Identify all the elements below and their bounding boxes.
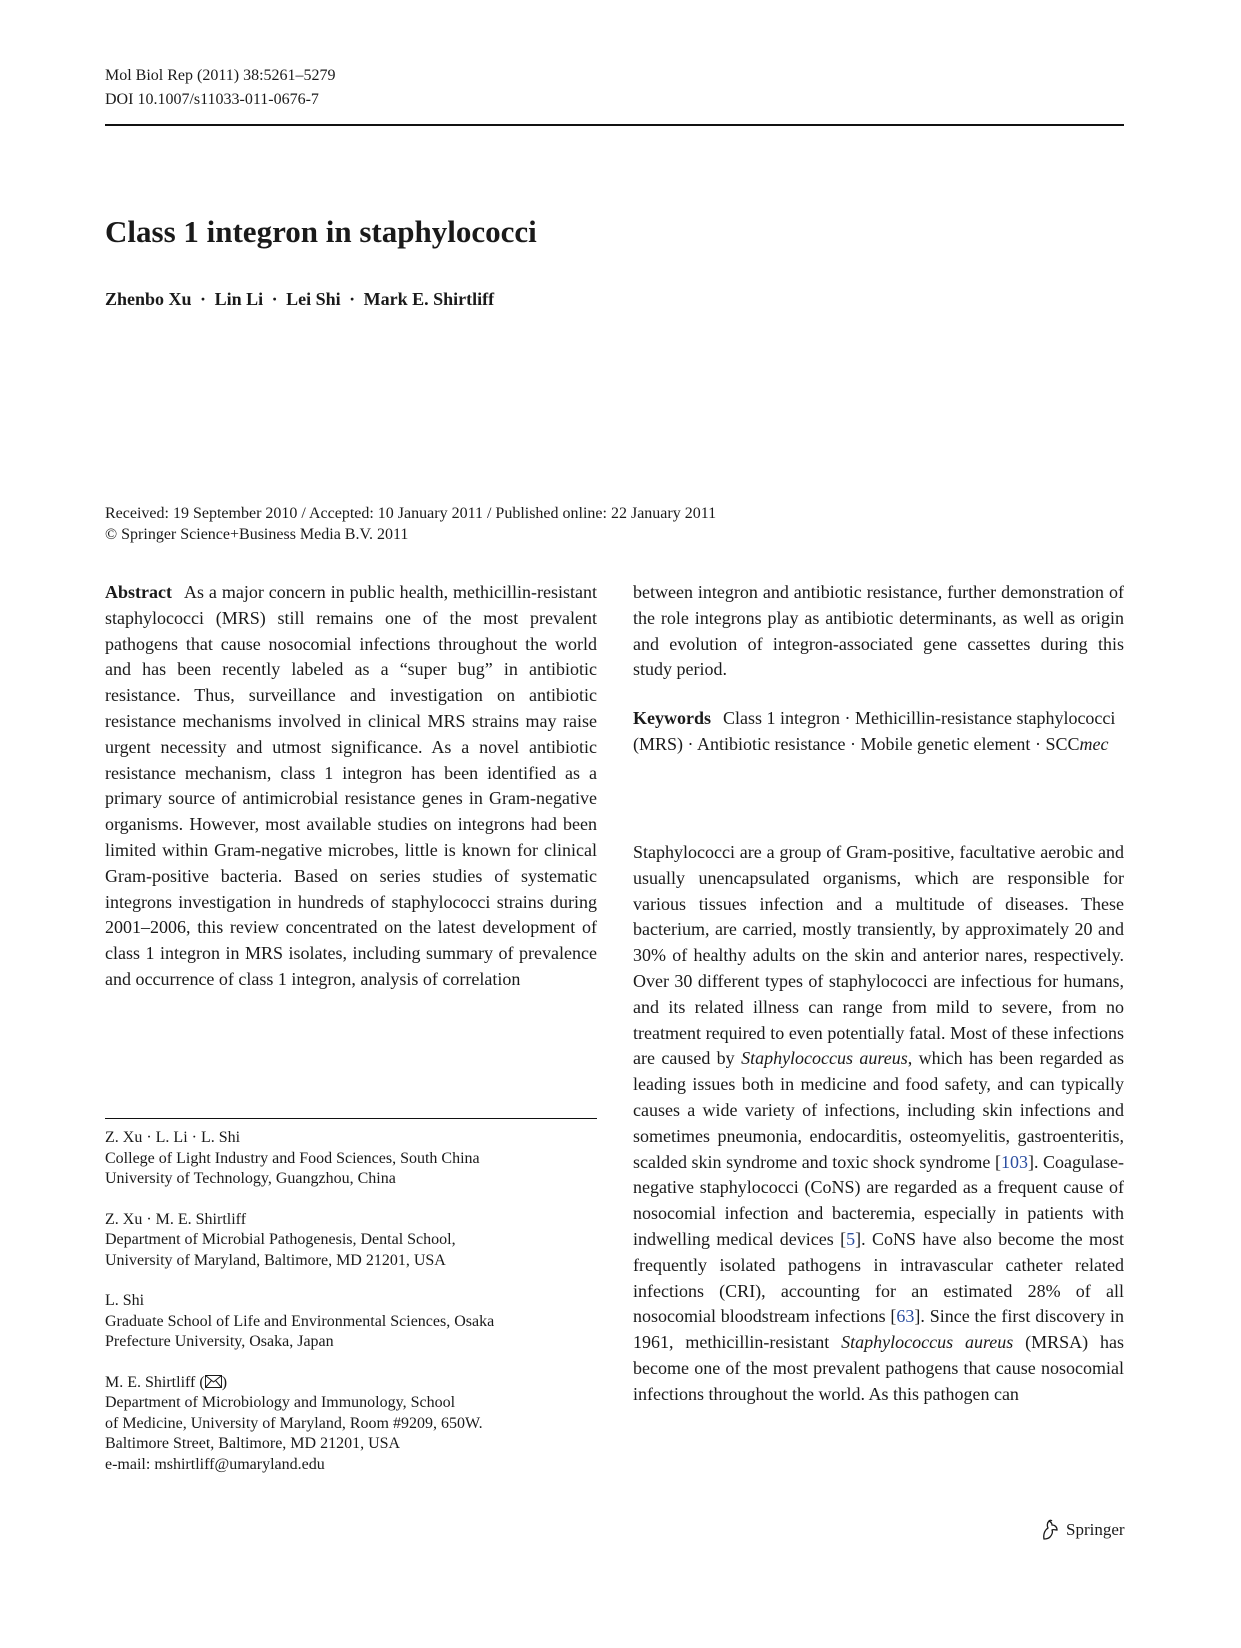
abstract-text: As a major concern in public health, methicillin-resistant staphylococci (MRS) still remains one of the most prevalent pathogens that cause nosocomial infections throughout the world and has been recently labeled as a “super bug” in antibiotic resistance. Thus, surveillance and investigation on antibiotic resistance mechanisms involved in clinical MRS strains may raise urgent necessity and utmost significance. As a novel antibiotic resistance mechanism, class 1 integron has been identified as a primary source of antimicrobial resistance genes in Gram-negative organisms. However, most available studies on integrons had been limited within Gram-negative microbes, little is known for clinical Gram-positive bacteria. Based on series studies of systematic integrons investigation in hundreds of staphylococci strains during 2001–2006, this review concentrated on the latest development of class 1 integron in MRS isolates, including summary of prevalence and occurrence of class 1 integron, analysis of correlation [105,582,597,989]
affiliation-line: University of Maryland, Baltimore, MD 21201, USA [105,1251,446,1269]
corresponding-author: M. E. Shirtliff ( [105,1373,205,1391]
affiliations [105,1128,597,1495]
affiliation [105,1291,597,1353]
author-separator: · [349,289,356,309]
affiliation-line: Department of Microbial Pathogenesis, Dental School, [105,1231,456,1248]
intro-segment: (MRSA) has become one of the most prevalent pathogens that cause nosocomial infections throughout the world. As this pathogen can [633,1332,1124,1404]
keyword: Mobile genetic element [860,733,1031,754]
citation-link[interactable]: 103 [1000,1151,1028,1172]
affiliation-divider [105,1118,597,1119]
publisher-logo [1040,1519,1125,1541]
introduction-text [633,840,1124,1408]
keyword-italic: mec [1079,733,1109,754]
email-line [105,1455,597,1476]
abstract-block [105,580,597,993]
author[interactable]: Lin Li [214,289,264,309]
affiliation-line: College of Light Industry and Food Sciences, South China [105,1149,480,1167]
affiliation-names [105,1373,597,1394]
journal-citation: Mol Biol Rep (2011) 38:5261–5279 [105,67,336,84]
envelope-icon[interactable] [205,1375,222,1388]
citation-link[interactable]: 63 [896,1306,915,1327]
affiliation-line: Department of Microbiology and Immunology, School [105,1394,456,1411]
affiliation-line: Prefecture University, Osaka, Japan [105,1333,334,1350]
abstract-continuation: between integron and antibiotic resistance, further demonstration of the role integrons play as antibiotic determinants, as well as origin and evolution of integron-associated gene cassettes during this study period. [633,582,1124,680]
history-line: Received: 19 September 2010 / Accepted: 10 January 2011 / Published online: 22 January 2011 [105,505,717,522]
doi[interactable]: DOI 10.1007/s11033-011-0676-7 [105,91,319,108]
header-divider [105,124,1124,126]
intro-segment: Staphylococci are a group of Gram-positive, facultative aerobic and usually unencapsulated organisms, which are responsible for various tissues infection and a multitude of diseases. These bacterium, are carried, mostly transiently, by approximately 20 and 30% of healthy adults on the skin and anterior nares, respectively. Over 30 different types of staphylococci are infectious for humans, and its related illness can range from mild to severe, from no treatment required to even potentially fatal. Most of these infections are caused by [633,842,1124,1069]
keyword: Class 1 integron [723,708,840,729]
affiliation [105,1128,597,1190]
author-list [105,287,494,311]
affiliation-names: Z. Xu · M. E. Shirtliff [105,1210,247,1228]
email-label: e-mail: [105,1455,155,1473]
keywords-block: Keywords Class 1 integron · Methicillin-resistance staphylococci (MRS) · Antibiotic resistance · Mobile genetic element · SCCmec [633,708,1116,754]
affiliation-line: Baltimore Street, Baltimore, MD 21201, USA [105,1435,401,1452]
article-title: Class 1 integron in staphylococci [105,214,537,249]
affiliation [105,1373,597,1476]
paren-close: ) [221,1373,228,1391]
author[interactable]: Lei Shi [286,289,341,309]
copyright-line: © Springer Science+Business Media B.V. 2011 [105,526,409,543]
affiliation-names: Z. Xu · L. Li · L. Shi [105,1129,241,1146]
species-name: Staphylococcus aureus [841,1332,1014,1353]
keyword: Antibiotic resistance [697,733,846,754]
author[interactable]: Mark E. Shirtliff [363,289,495,309]
springer-horse-icon [1040,1519,1060,1541]
keyword: SCC [1045,733,1080,754]
journal-header [105,64,336,112]
keywords-label: Keywords [633,708,711,729]
author-separator: · [271,289,278,309]
intro-segment: ]. Since the first discovery in 1961, methicillin-resistant [633,1306,1124,1353]
citation-link[interactable]: 5 [846,1228,856,1249]
author-separator: · [200,289,207,309]
affiliation-line: University of Technology, Guangzhou, China [105,1170,396,1187]
right-column-top [633,580,1124,758]
intro-segment: ]. Coagulase-negative staphylococci (CoNS) are regarded as a frequent cause of nosocomial infection and bacteremia, especially in patients with indwelling medical devices [ [633,1151,1124,1249]
publisher-name: Springer [1066,1520,1125,1539]
affiliation-names: L. Shi [105,1292,145,1309]
email-link[interactable]: mshirtliff@umaryland.edu [154,1455,325,1473]
affiliation [105,1210,597,1272]
keyword: Methicillin-resistance staphylococci (MRS) [633,708,1116,754]
affiliation-line: of Medicine, University of Maryland, Room #9209, 650W. [105,1414,483,1432]
affiliation-line: Graduate School of Life and Environmental Sciences, Osaka [105,1312,495,1330]
author[interactable]: Zhenbo Xu [105,289,192,309]
abstract-label: Abstract [105,582,172,602]
species-name: Staphylococcus aureus [741,1048,908,1069]
publication-dates [105,503,716,545]
intro-segment: ]. CoNS have also become the most frequently isolated pathogens in intravascular catheter related infections (CRI), accounting for an estimated 28% of all nosocomial bloodstream infections [ [633,1228,1124,1327]
intro-segment: , which has been regarded as leading issues both in medicine and food safety, and can typically causes a wide variety of infections, including skin infections and sometimes pneumonia, endocarditis, osteomyelitis, gastroenteritis, scalded skin syndrome and toxic shock syndrome [ [633,1048,1124,1172]
